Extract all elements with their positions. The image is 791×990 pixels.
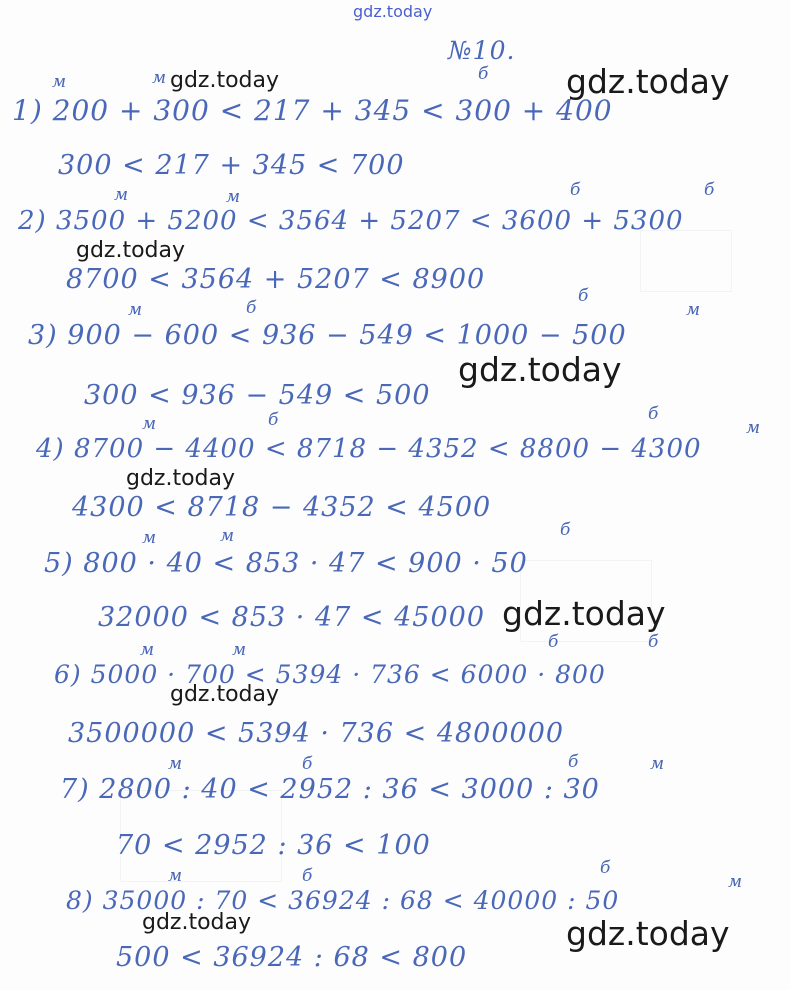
solution-line-9: 5) 800 · 40 < 853 · 47 < 900 · 50	[44, 548, 528, 579]
watermark: gdz.today	[566, 914, 730, 953]
mark-b: б	[600, 858, 611, 878]
mark-m: м	[114, 185, 129, 205]
solution-line-4: 8700 < 3564 + 5207 < 8900	[66, 264, 486, 295]
mark-m: м	[226, 187, 241, 207]
solution-line-14: 70 < 2952 : 36 < 100	[116, 830, 431, 861]
watermark: gdz.today	[142, 910, 252, 935]
solution-line-6: 300 < 936 − 549 < 500	[84, 380, 431, 411]
mark-m: м	[128, 300, 143, 320]
task-number: №10.	[448, 36, 516, 65]
solution-line-10: 32000 < 853 · 47 < 45000	[98, 602, 485, 633]
watermark: gdz.today	[502, 594, 666, 633]
mark-m: м	[746, 418, 761, 438]
mark-m: м	[650, 754, 665, 774]
mark-m: м	[232, 640, 247, 660]
solution-line-16: 500 < 36924 : 68 < 800	[116, 942, 468, 973]
solution-line-3: 2) 3500 + 5200 < 3564 + 5207 < 3600 + 5300	[18, 206, 684, 236]
watermark: gdz.today	[458, 350, 622, 389]
watermark: gdz.today	[76, 238, 186, 263]
mark-b: б	[560, 520, 571, 540]
mark-b: б	[648, 404, 659, 424]
mark-m: м	[142, 528, 157, 548]
mark-b: б	[578, 286, 589, 306]
site-label: gdz.today	[353, 2, 433, 21]
mark-m: м	[168, 754, 183, 774]
solution-line-8: 4300 < 8718 − 4352 < 4500	[72, 492, 492, 523]
mark-m: м	[220, 526, 235, 546]
mark-m: м	[168, 866, 183, 886]
mark-b: б	[478, 64, 489, 84]
watermark: gdz.today	[170, 682, 280, 707]
background-grid	[640, 230, 732, 292]
mark-b: б	[568, 752, 579, 772]
mark-m: м	[140, 640, 155, 660]
mark-b: б	[548, 632, 559, 652]
watermark: gdz.today	[126, 466, 236, 491]
solution-line-12: 3500000 < 5394 · 736 < 4800000	[68, 718, 565, 749]
solution-line-7: 4) 8700 − 4400 < 8718 − 4352 < 8800 − 4300	[36, 434, 702, 464]
mark-m: м	[686, 300, 701, 320]
mark-b: б	[648, 632, 659, 652]
mark-m: м	[142, 414, 157, 434]
solution-line-5: 3) 900 − 600 < 936 − 549 < 1000 − 500	[28, 320, 627, 351]
mark-b: б	[268, 410, 279, 430]
solution-line-15: 8) 35000 : 70 < 36924 : 68 < 40000 : 50	[66, 886, 620, 915]
solution-line-11: 6) 5000 · 700 < 5394 · 736 < 6000 · 800	[54, 660, 606, 689]
solution-line-2: 300 < 217 + 345 < 700	[58, 150, 405, 181]
mark-m: м	[152, 68, 167, 88]
mark-b: б	[570, 180, 581, 200]
watermark: gdz.today	[566, 62, 730, 101]
solution-line-1: 1) 200 + 300 < 217 + 345 < 300 + 400	[12, 94, 613, 127]
solution-line-13: 7) 2800 : 40 < 2952 : 36 < 3000 : 30	[60, 774, 600, 805]
mark-b: б	[302, 866, 313, 886]
mark-b: б	[704, 180, 715, 200]
mark-b: б	[302, 754, 313, 774]
mark-m: м	[728, 872, 743, 892]
mark-b: б	[246, 298, 257, 318]
watermark: gdz.today	[170, 68, 280, 93]
mark-m: м	[52, 72, 67, 92]
